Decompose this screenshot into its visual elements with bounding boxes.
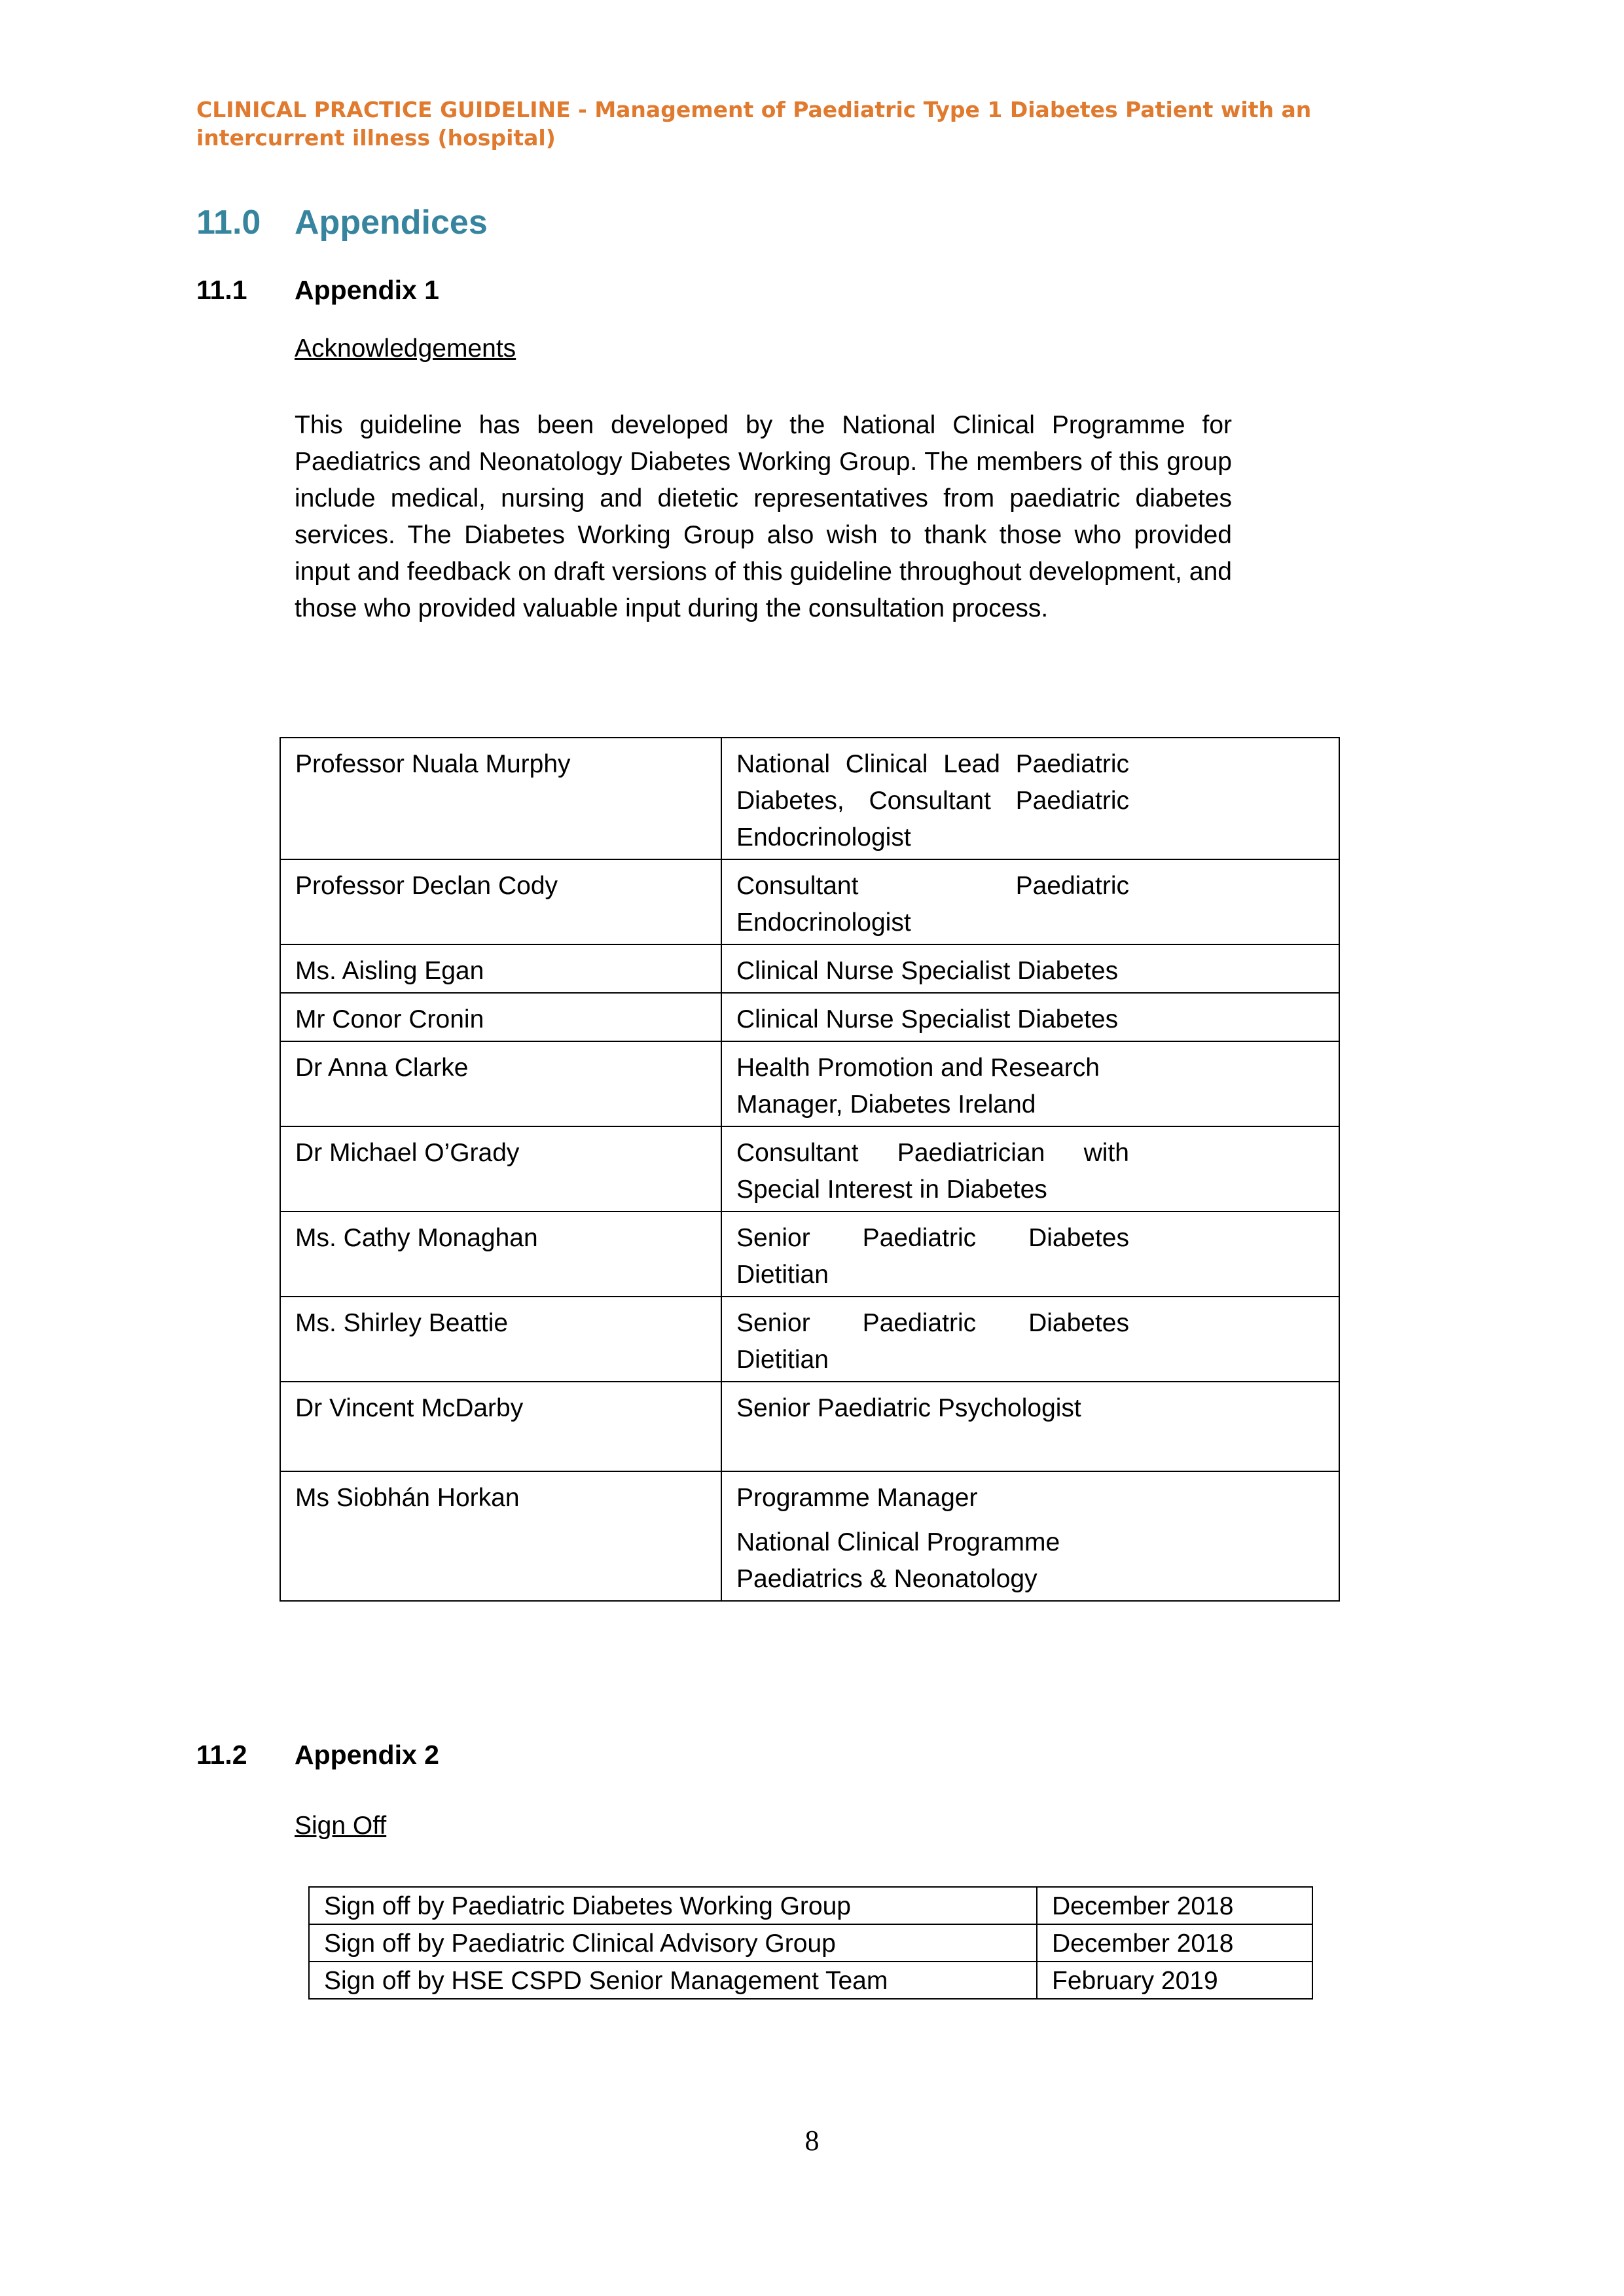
acknowledgements-paragraph: This guideline has been developed by the National Clinical Programme for Paediatrics and Neonatology Diabetes Working Group. The members of this group include medical, nursing and dietetic representatives from paediatric diabetes services. The Diabetes Working Group also wish to thank those who provided input and feedback on draft versions of this guideline throughout development, and those who provided valuable input during the consultation process. (295, 411, 1232, 622)
section-title: Appendices (295, 204, 488, 242)
member-role (721, 1126, 1339, 1211)
member-role-line: Clinical Nurse Specialist Diabetes (736, 957, 1119, 985)
member-row (280, 1471, 1339, 1601)
member-row (280, 1211, 1339, 1297)
sign-off-date: February 2019 (1037, 1962, 1312, 1999)
sign-off-row (309, 1962, 1312, 1999)
member-name: Ms. Aisling Egan (280, 944, 721, 993)
member-role-line: National Clinical Lead Paediatric Diabetes, Consultant Paediatric Endocrinologist (736, 750, 1129, 852)
member-row (280, 1382, 1339, 1471)
appendix-2-title: Appendix 2 (295, 1740, 439, 1770)
member-role (721, 738, 1339, 859)
appendix-1-heading (196, 275, 439, 306)
member-row (280, 1297, 1339, 1382)
member-name: Ms. Shirley Beattie (280, 1297, 721, 1382)
member-role-line: Senior Paediatric Psychologist (736, 1394, 1081, 1422)
member-role-line: Consultant Paediatric Endocrinologist (736, 872, 1129, 937)
section-number: 11.0 (196, 204, 261, 242)
sign-off-date: December 2018 (1037, 1924, 1312, 1962)
header-line-2: intercurrent illness (hospital) (196, 125, 556, 151)
member-role-line: Health Promotion and Research Manager, Diabetes Ireland (736, 1054, 1100, 1119)
member-role (721, 1471, 1339, 1601)
member-row (280, 1041, 1339, 1126)
member-name: Dr Vincent McDarby (280, 1382, 721, 1471)
member-role-line: Senior Paediatric Diabetes Dietitian (736, 1309, 1129, 1374)
member-row (280, 738, 1339, 859)
sign-off-subheading: Sign Off (295, 1812, 387, 1840)
member-role-line: National Clinical Programme Paediatrics & Neonatology (736, 1528, 1060, 1593)
page-number: 8 (804, 2125, 820, 2157)
member-name: Ms Siobhán Horkan (280, 1471, 721, 1601)
member-name: Mr Conor Cronin (280, 993, 721, 1041)
running-header (196, 96, 1440, 152)
member-row (280, 859, 1339, 944)
header-line-1: CLINICAL PRACTICE GUIDELINE - Management of Paediatric Type 1 Diabetes Patient with an (196, 97, 1312, 122)
acknowledgements-subheading: Acknowledgements (295, 334, 516, 363)
member-role-line: Senior Paediatric Diabetes Dietitian (736, 1224, 1129, 1289)
member-role-line: Clinical Nurse Specialist Diabetes (736, 1005, 1119, 1033)
member-role (721, 944, 1339, 993)
member-role (721, 993, 1339, 1041)
member-row (280, 993, 1339, 1041)
member-name: Dr Anna Clarke (280, 1041, 721, 1126)
working-group-members-table (280, 737, 1340, 1602)
sign-off-description: Sign off by Paediatric Clinical Advisory Group (309, 1924, 1037, 1962)
member-row (280, 1126, 1339, 1211)
member-role-line: Consultant Paediatrician with Special Interest in Diabetes (736, 1139, 1129, 1204)
sign-off-row (309, 1924, 1312, 1962)
section-heading (196, 203, 488, 242)
appendix-1-number: 11.1 (196, 275, 247, 305)
member-role (721, 1041, 1339, 1126)
member-row (280, 944, 1339, 993)
appendix-2-number: 11.2 (196, 1740, 247, 1770)
sign-off-description: Sign off by Paediatric Diabetes Working Group (309, 1887, 1037, 1924)
member-name: Professor Nuala Murphy (280, 738, 721, 859)
sign-off-row (309, 1887, 1312, 1924)
member-role-line: Programme Manager (736, 1484, 978, 1512)
member-role (721, 859, 1339, 944)
appendix-1-title: Appendix 1 (295, 275, 439, 305)
appendix-2-heading (196, 1740, 439, 1770)
member-role (721, 1211, 1339, 1297)
member-role (721, 1382, 1339, 1471)
member-name: Ms. Cathy Monaghan (280, 1211, 721, 1297)
member-name: Professor Declan Cody (280, 859, 721, 944)
member-role (721, 1297, 1339, 1382)
sign-off-table (308, 1886, 1313, 2000)
member-name: Dr Michael O’Grady (280, 1126, 721, 1211)
sign-off-description: Sign off by HSE CSPD Senior Management Team (309, 1962, 1037, 1999)
sign-off-date: December 2018 (1037, 1887, 1312, 1924)
